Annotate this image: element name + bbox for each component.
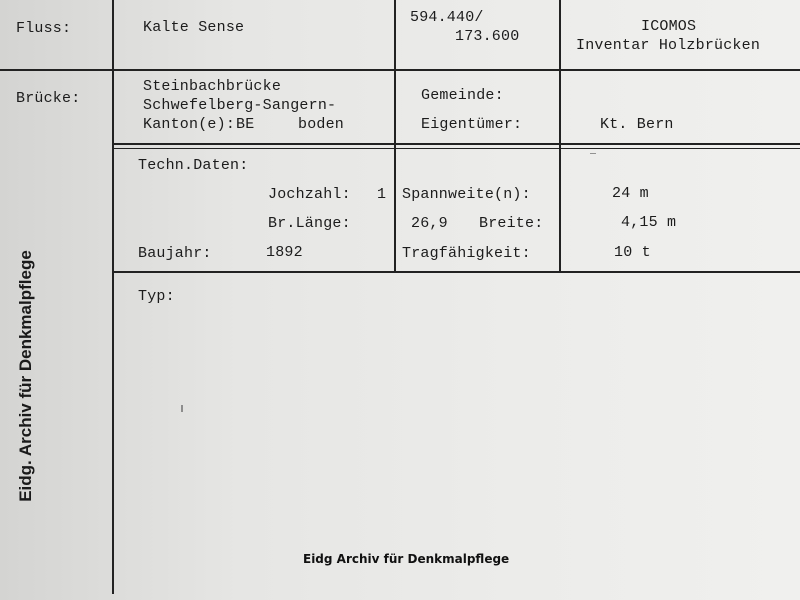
coordinates-line-1: 594.440/ (410, 9, 484, 26)
eigentuemer-label: Eigentümer: (421, 116, 523, 133)
spannweite-value: 24 m (612, 185, 649, 202)
eigentuemer-value: Kt. Bern (600, 116, 674, 133)
rule-col-2 (394, 0, 396, 273)
bridge-name-line-2: Schwefelberg-Sangern- (143, 97, 337, 114)
spannweite-label: Spannweite(n): (402, 186, 531, 203)
paper-speck (181, 405, 183, 412)
baujahr-label: Baujahr: (138, 245, 212, 262)
archive-stamp-footer: Eidg Archiv für Denkmalpflege (303, 552, 510, 566)
baujahr-value: 1892 (266, 244, 303, 261)
rule-tech-top-2 (112, 148, 800, 149)
rule-col-3 (559, 0, 561, 273)
typ-label: Typ: (138, 288, 175, 305)
jochzahl-label: Jochzahl: (268, 186, 351, 203)
paper-speck (590, 153, 596, 154)
fluss-value: Kalte Sense (143, 19, 245, 36)
laenge-label: Br.Länge: (268, 215, 351, 232)
org-line-1: ICOMOS (641, 18, 697, 35)
archive-stamp-vertical: Eidg. Archiv für Denkmalpflege (16, 250, 35, 502)
kanton-label: Kanton(e): (143, 116, 236, 133)
fluss-label: Fluss: (16, 20, 72, 37)
rule-top-section (0, 69, 800, 71)
breite-label: Breite: (479, 215, 544, 232)
coordinates-line-2: 173.600 (455, 28, 520, 45)
bridge-name-line-1: Steinbachbrücke (143, 78, 282, 95)
rule-tech-bottom (112, 271, 800, 273)
tragfaehigkeit-value: 10 t (614, 244, 651, 261)
rule-left-column (112, 0, 114, 594)
kanton-value: BE (236, 116, 255, 133)
laenge-value: 26,9 (411, 215, 448, 232)
gemeinde-label: Gemeinde: (421, 87, 504, 104)
rule-tech-top (112, 143, 800, 145)
tech-heading: Techn.Daten: (138, 157, 249, 174)
breite-value: 4,15 m (621, 214, 677, 231)
tragfaehigkeit-label: Tragfähigkeit: (402, 245, 531, 262)
bridge-name-line-3: boden (298, 116, 345, 133)
bruecke-label: Brücke: (16, 90, 81, 107)
jochzahl-value: 1 (377, 186, 387, 203)
org-line-2: Inventar Holzbrücken (576, 37, 761, 54)
